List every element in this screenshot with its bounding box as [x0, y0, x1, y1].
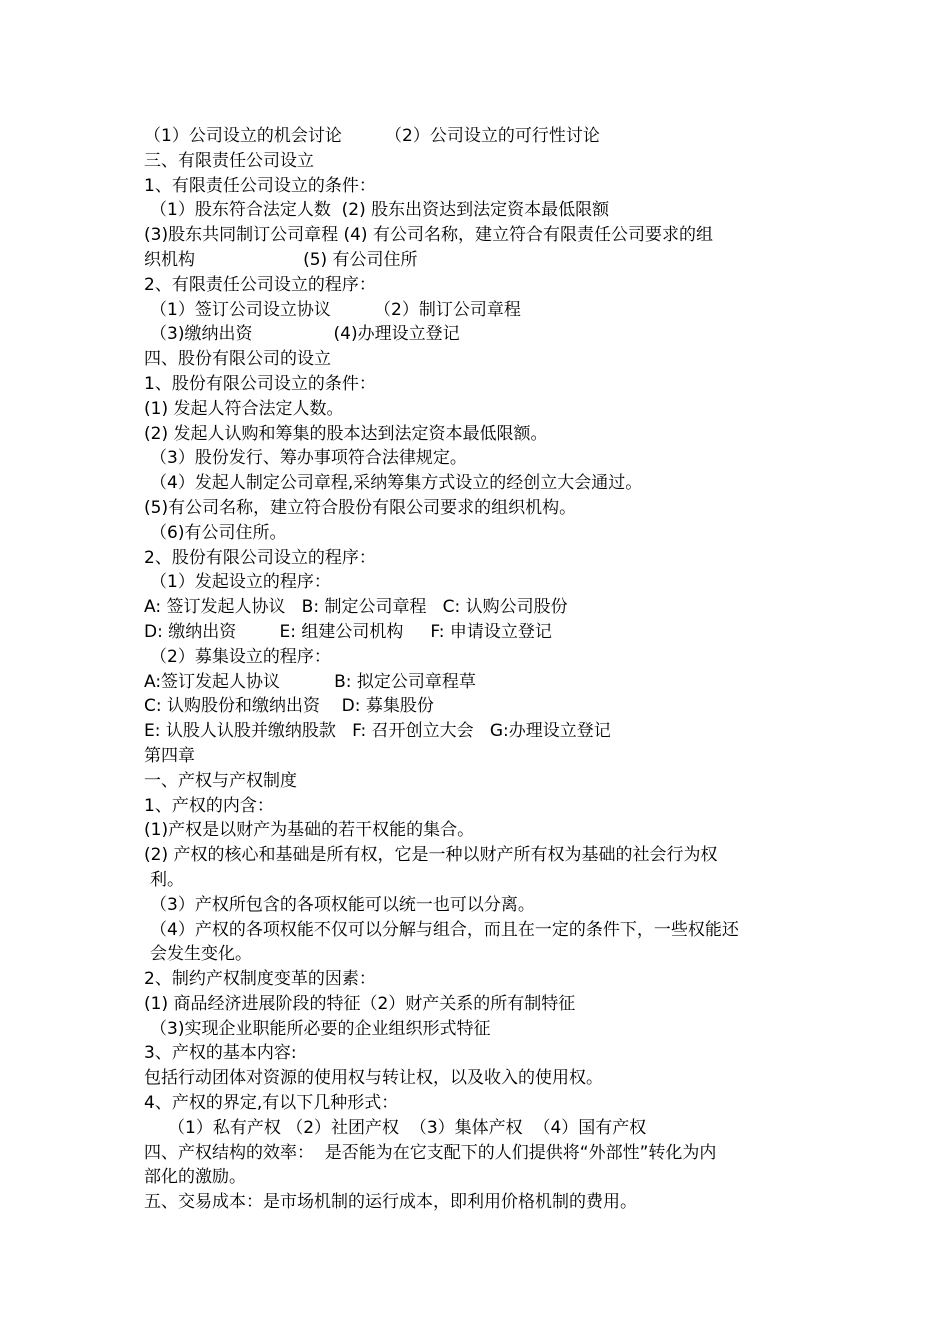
text-line: （6)有公司住所。 — [150, 522, 287, 543]
text-line: （4）发起人制定公司章程,采纳筹集方式设立的经创立大会通过。 — [150, 473, 643, 494]
subsection-heading: 2、制约产权制度变革的因素： — [144, 969, 376, 990]
text-line: (5)有公司名称，建立符合股份有限公司要求的组织机构。 — [144, 497, 577, 518]
text-line: (3)股东共同制订公司章程 (4) 有公司名称，建立符合有限责任公司要求的组 — [144, 225, 713, 246]
text-line: E: 认股人认股并缴纳股款 F: 召开创立大会 G:办理设立登记 — [144, 721, 611, 742]
document-body — [144, 124, 824, 1215]
text-line: A: 签订发起人协议 B: 制定公司章程 C: 认购公司股份 — [144, 597, 568, 618]
text-line: D: 缴纳出资 E: 组建公司机构 F: 申请设立登记 — [144, 621, 552, 642]
subsection-heading: 3、产权的基本内容: — [144, 1043, 297, 1064]
subsection-heading: 1、股份有限公司设立的条件： — [144, 373, 376, 394]
text-line: （1）股东符合法定人数 (2) 股东出资达到法定资本最低限额 — [150, 200, 610, 221]
text-line: (2) 产权的核心和基础是所有权，它是一种以财产所有权为基础的社会行为权 — [144, 845, 718, 866]
text-line: 包括行动团体对资源的使用权与转让权，以及收入的使用权。 — [144, 1068, 603, 1089]
section-heading: 三、有限责任公司设立 — [144, 150, 314, 171]
text-line: 利。 — [150, 869, 184, 890]
text-line: 织机构 (5) 有公司住所 — [144, 249, 418, 270]
subsection-heading: 4、产权的界定,有以下几种形式： — [144, 1093, 399, 1114]
subsection-heading: 2、有限责任公司设立的程序： — [144, 274, 376, 295]
chapter-heading: 第四章 — [144, 745, 195, 766]
text-line: C: 认购股份和缴纳出资 D: 募集股份 — [144, 696, 434, 717]
text-line: (1) 发起人符合法定人数。 — [144, 398, 344, 419]
section-heading: 五、交易成本：是市场机制的运行成本，即利用价格机制的费用。 — [144, 1192, 637, 1213]
text-line: （3)缴纳出资 (4)办理设立登记 — [150, 324, 460, 345]
text-line: （3)实现企业职能所必要的企业组织形式特征 — [150, 1018, 491, 1039]
text-line: （1）公司设立的机会讨论 （2）公司设立的可行性讨论 — [144, 126, 600, 146]
text-line: （3）产权所包含的各项权能可以统一也可以分离。 — [150, 894, 535, 915]
text-line: A:签订发起人协议 B: 拟定公司章程草 — [144, 671, 476, 692]
text-line: （1）签订公司设立协议 （2）制订公司章程 — [150, 299, 521, 320]
section-heading: 四、产权结构的效率： 是否能为在它支配下的人们提供将“外部性”转化为内 — [144, 1142, 717, 1163]
text-line: （1）发起设立的程序： — [150, 572, 331, 593]
subsection-heading: 2、股份有限公司设立的程序： — [144, 547, 376, 568]
section-heading: 四、股份有限公司的设立 — [144, 349, 331, 370]
text-line: （3）股份发行、筹办事项符合法律规定。 — [150, 448, 467, 469]
text-line: （1）私有产权 （2）社团产权 （3）集体产权 （4）国有产权 — [168, 1117, 647, 1138]
text-line: (1)产权是以财产为基础的若干权能的集合。 — [144, 820, 475, 841]
subsection-heading: 1、有限责任公司设立的条件： — [144, 175, 376, 196]
text-line: (2) 发起人认购和筹集的股本达到法定资本最低限额。 — [144, 423, 548, 444]
text-line: (1) 商品经济进展阶段的特征（2）财产关系的所有制特征 — [144, 993, 576, 1014]
section-heading: 一、产权与产权制度 — [144, 770, 297, 791]
text-line: （4）产权的各项权能不仅可以分解与组合，而且在一定的条件下，一些权能还 — [150, 919, 739, 940]
subsection-heading: 1、产权的内含： — [144, 795, 274, 816]
text-line: 会发生变化。 — [150, 944, 252, 965]
text-line: （2）募集设立的程序： — [150, 646, 331, 667]
text-line: 部化的激励。 — [144, 1167, 246, 1188]
